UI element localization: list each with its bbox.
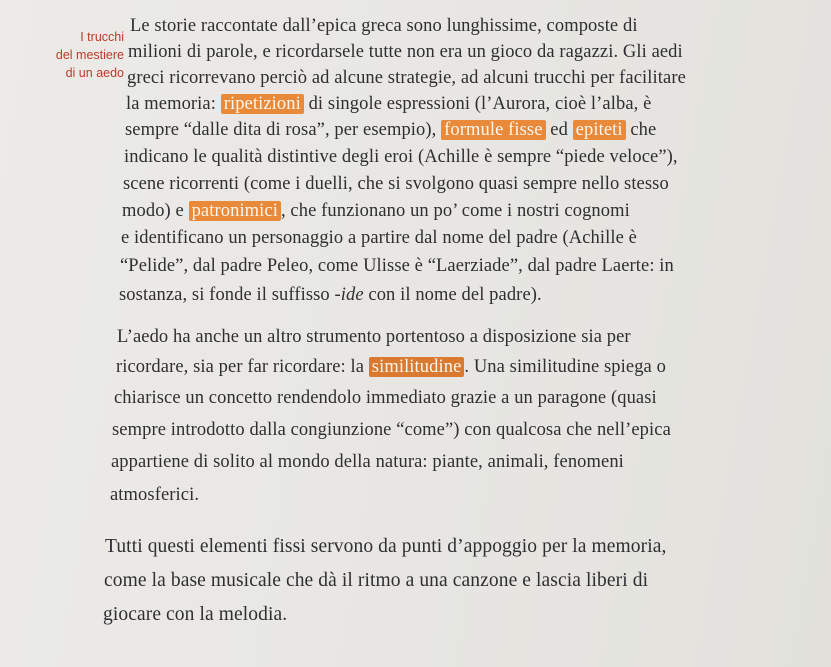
text-line: appartiene di solito al mondo della natura: piante, animali, fenomeni xyxy=(111,452,624,472)
text-fragment: che xyxy=(630,120,657,140)
text-line: atmosferici. xyxy=(110,485,200,505)
text-line xyxy=(125,120,656,141)
text-line: greci ricorrevano perciò ad alcune strategie, ad alcuni trucchi per facilitare xyxy=(127,68,686,88)
text-fragment: , che funzionano un po’ come i nostri cognomi xyxy=(280,201,630,221)
text-line: scene ricorrenti (come i duelli, che si svolgono quasi sempre nello stesso xyxy=(123,174,669,194)
text-line: e identificano un personaggio a partire dal nome del padre (Achille è xyxy=(121,228,637,248)
highlight-formule-fisse: formule fisse xyxy=(441,120,545,140)
text-fragment: modo) e xyxy=(122,201,184,221)
italic-suffix: ide xyxy=(340,285,364,305)
text-line: come la base musicale che dà il ritmo a una canzone e lascia liberi di xyxy=(104,570,649,591)
text-line: chiarisce un concetto rendendolo immediato grazie a un paragone (quasi xyxy=(114,388,657,408)
text-fragment: con il nome del padre). xyxy=(363,285,542,305)
text-line xyxy=(126,94,651,115)
text-line xyxy=(116,357,666,378)
text-line: indicano le qualità distintive degli eroi (Achille è sempre “piede veloce”), xyxy=(124,147,678,167)
margin-note-line: I trucchi xyxy=(80,30,124,44)
highlight-epiteti: epiteti xyxy=(573,120,626,140)
text-line: giocare con la melodia. xyxy=(103,604,288,625)
text-line: milioni di parole, e ricordarsele tutte non era un gioco da ragazzi. Gli aedi xyxy=(128,42,683,62)
text-fragment: sempre “dalle dita di rosa”, per esempio), xyxy=(125,120,437,140)
text-line: L’aedo ha anche un altro strumento portentoso a disposizione sia per xyxy=(117,327,631,347)
text-fragment: la memoria: xyxy=(126,94,216,114)
highlight-patronimici: patronimici xyxy=(189,201,281,221)
text-fragment: ed xyxy=(550,120,568,140)
text-line xyxy=(122,201,630,222)
text-line: “Pelide”, dal padre Peleo, come Ulisse è “Laerziade”, dal padre Laerte: in xyxy=(120,256,674,276)
text-fragment: . Una similitudine spiega o xyxy=(464,357,666,377)
text-fragment: di singole espressioni (l’Aurora, cioè l’alba, è xyxy=(308,94,652,114)
text-fragment: ricordare, sia per far ricordare: la xyxy=(116,357,365,377)
highlight-similitudine: similitudine xyxy=(369,357,465,377)
text-line: Le storie raccontate dall’epica greca sono lunghissime, composte di xyxy=(130,16,638,36)
margin-note-line: di un aedo xyxy=(65,66,124,80)
text-fragment: sostanza, si fonde il suffisso - xyxy=(119,285,341,305)
text-line: Tutti questi elementi fissi servono da punti d’appoggio per la memoria, xyxy=(105,536,667,557)
text-line xyxy=(119,285,542,306)
margin-note-line: del mestiere xyxy=(55,48,124,62)
text-line: sempre introdotto dalla congiunzione “come”) con qualcosa che nell’epica xyxy=(112,420,671,440)
highlight-ripetizioni: ripetizioni xyxy=(221,94,304,114)
